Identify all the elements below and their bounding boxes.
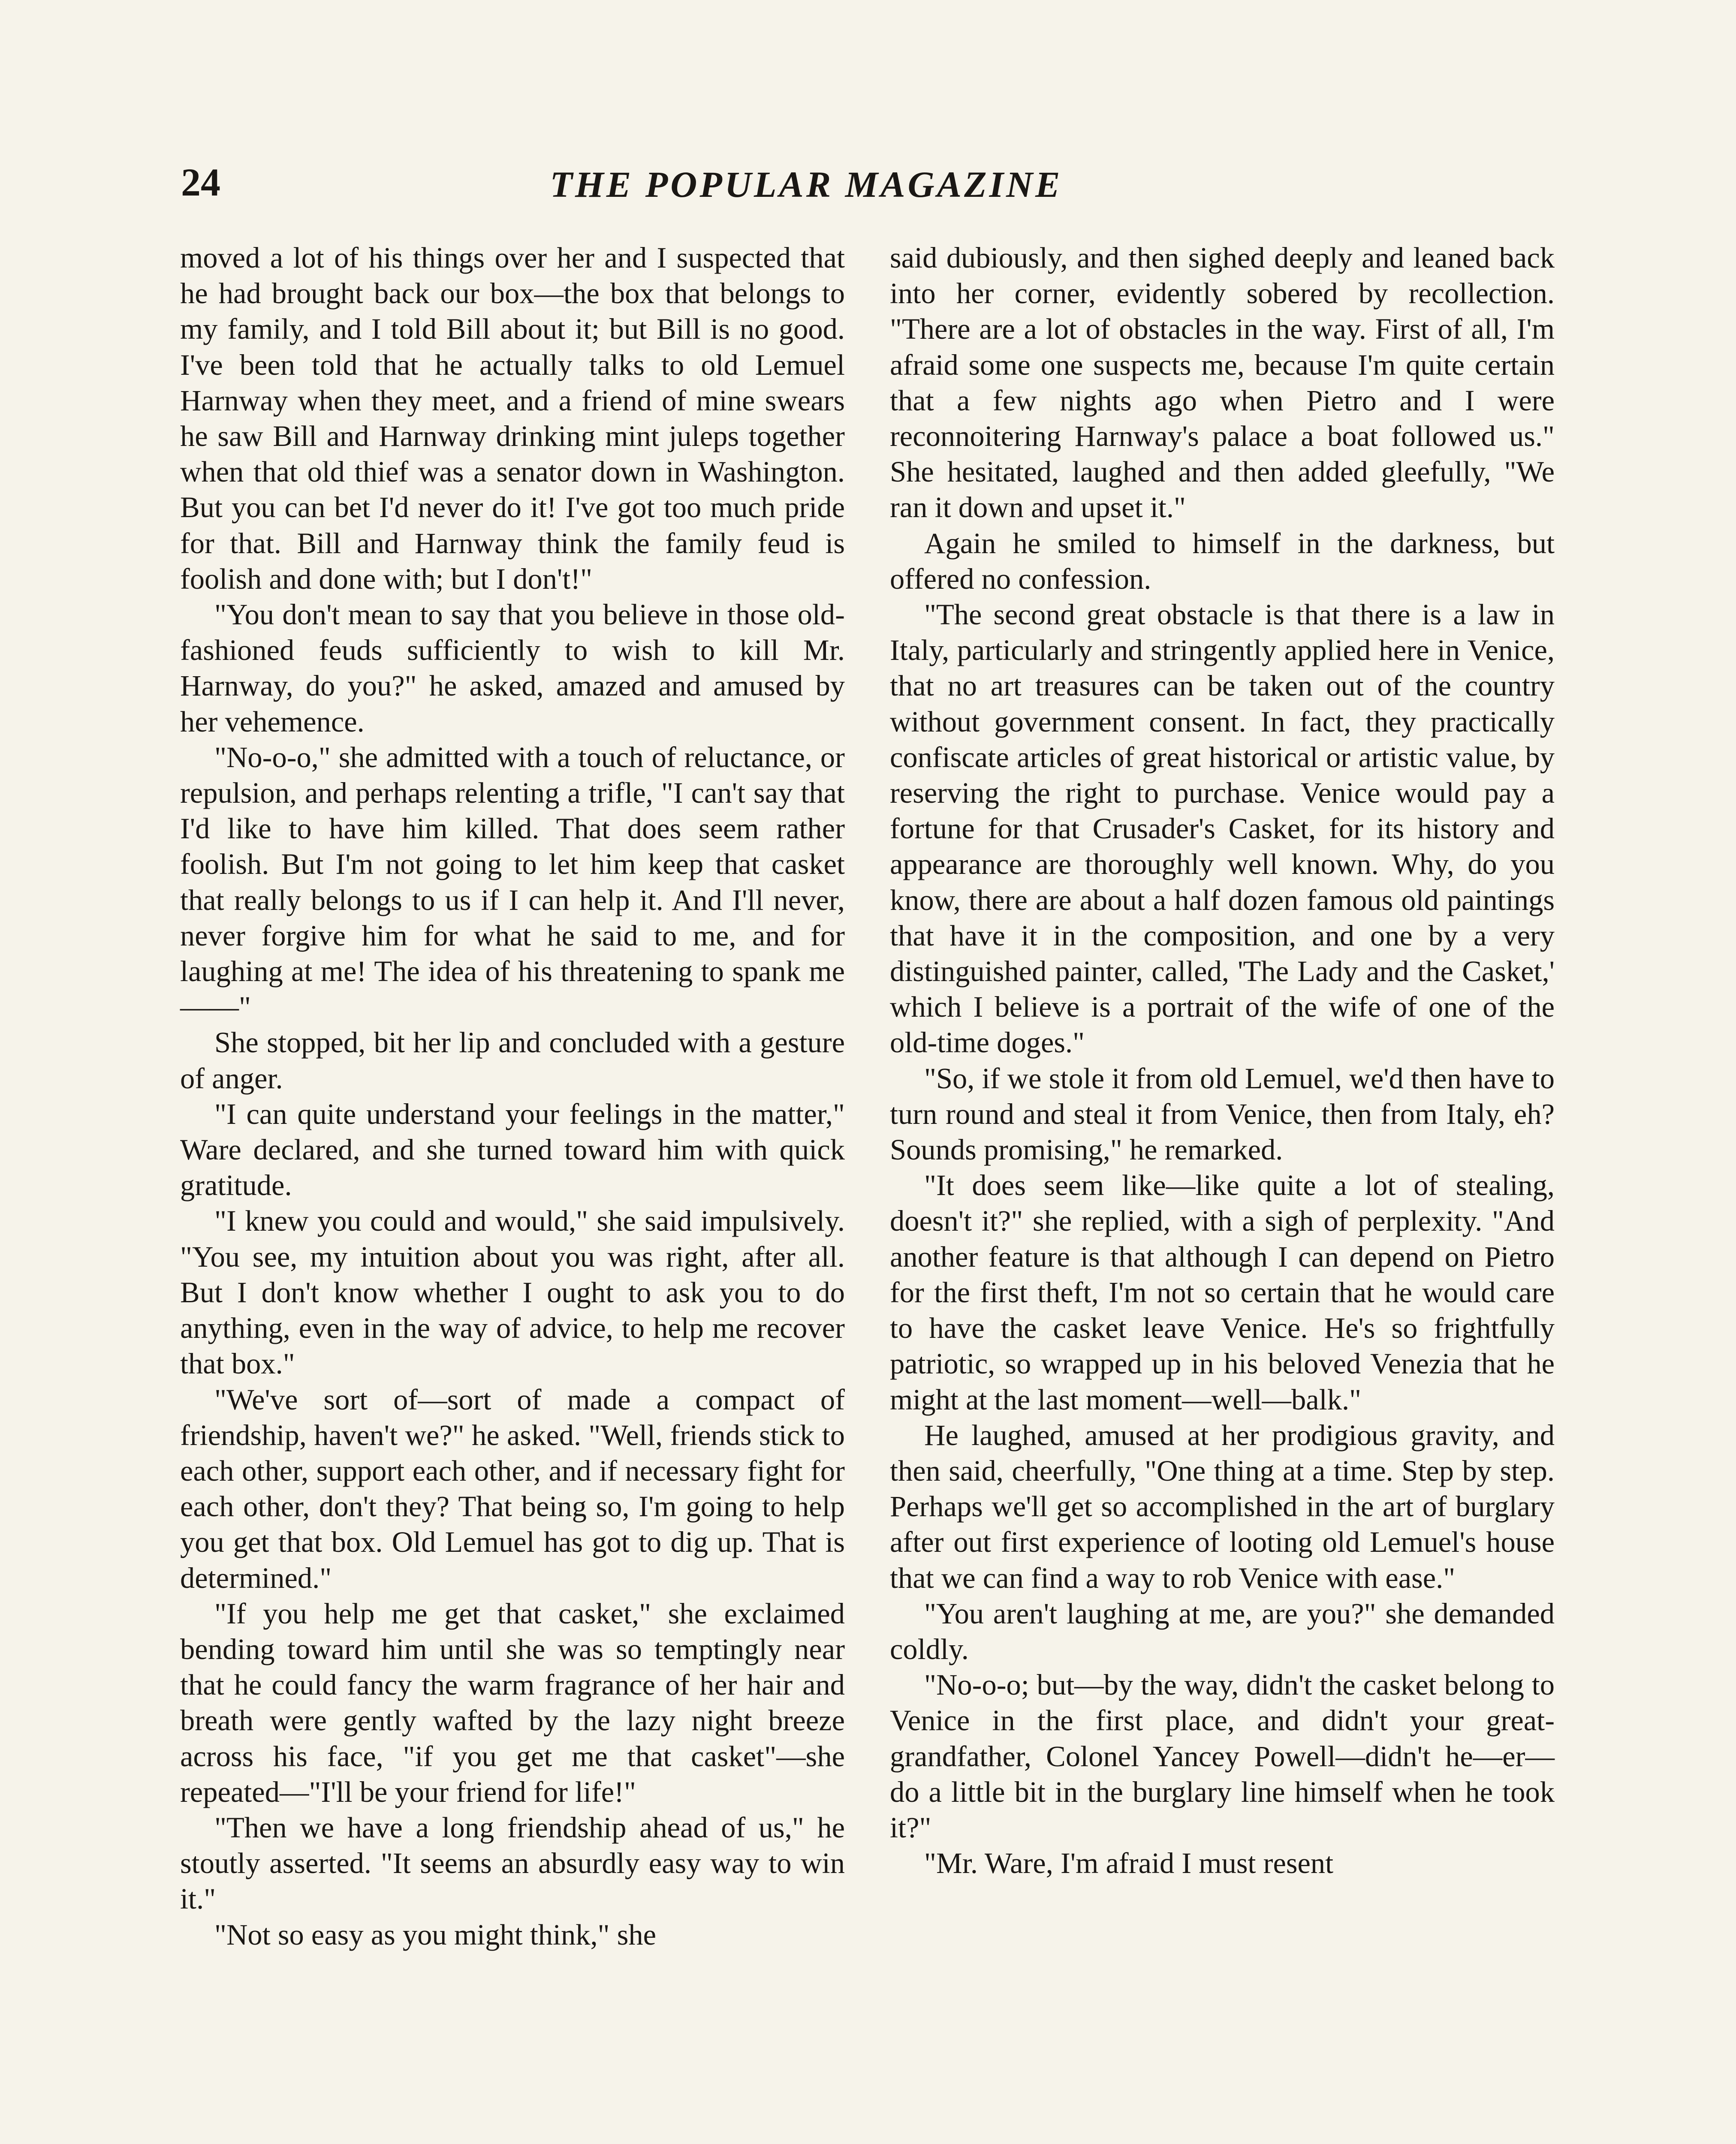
paragraph: "I can quite understand your feelings in the matter," Ware declared, and she turned toward him with quick gratitude. — [180, 1097, 845, 1202]
paragraph: "If you help me get that casket," she exclaimed bending toward him until she was so temptingly near that he could fancy the warm fragrance of her hair and breath were gently wafted by the lazy night breeze across his face, "if you get me that casket"—she repeated—"I'll be your friend for life!" — [180, 1597, 845, 1808]
paragraph: "We've sort of—sort of made a compact of friendship, haven't we?" he asked. "Well, friends stick to each other, support each other, and if necessary fight for each other, don't they? That being so, I'm going to help you get that box. Old Lemuel has got to dig up. That is determined." — [180, 1383, 845, 1594]
right-column — [890, 240, 1555, 1881]
paragraph: Again he smiled to himself in the darkness, but offered no confession. — [890, 527, 1555, 595]
paragraph: "Not so easy as you might think," she — [214, 1918, 657, 1951]
paragraph: moved a lot of his things over her and I suspected that he had brought back our box—the box that belongs to my family, and I told Bill about it; but Bill is no good. I've been told that he actually talks to old Lemuel Harnway when they meet, and a friend of mine swears he saw Bill and Harnway drinking mint juleps together when that old thief was a senator down in Washington. But you can bet I'd never do it! I've got too much pride for that. Bill and Harnway think the family feud is foolish and done with; but I don't!" — [180, 241, 845, 595]
paragraph: "It does seem like—like quite a lot of stealing, doesn't it?" she replied, with a sigh of perplexity. "And another feature is that although I can depend on Pietro for the first theft, I'm not so certain that he would care to have the casket leave Venice. He's so frightfully patriotic, so wrapped up in his beloved Venezia that he might at the last moment—well—balk." — [890, 1169, 1555, 1416]
paragraph: "You aren't laughing at me, are you?" she demanded coldly. — [890, 1597, 1555, 1665]
running-head: THE POPULAR MAGAZINE — [550, 164, 1063, 205]
paragraph: "So, if we stole it from old Lemuel, we'd then have to turn round and steal it from Venice, then from Italy, eh? Sounds promising," he remarked. — [890, 1062, 1555, 1166]
paragraph: "You don't mean to say that you believe in those old-fashioned feuds sufficiently to wish to kill Mr. Harnway, do you?" he asked, amazed and amused by her vehemence. — [180, 598, 845, 738]
paragraph: She stopped, bit her lip and concluded with a gesture of anger. — [180, 1026, 845, 1095]
paragraph: "The second great obstacle is that there is a law in Italy, particularly and stringently applied here in Venice, that no art treasures can be taken out of the country without government consent. In fact, they practically confiscate articles of great historical or artistic value, by reserving the right to purchase. Venice would pay a fortune for that Crusader's Casket, for its history and appearance are thoroughly well known. Why, do you know, there are about a half dozen famous old paintings that have it in the composition, and one by a very distinguished painter, called, 'The Lady and the Casket,' which I believe is a portrait of the wife of one of the old-time doges." — [890, 598, 1555, 1059]
paragraph: "Then we have a long friendship ahead of us," he stoutly asserted. "It seems an absurdly easy way to win it." — [180, 1811, 845, 1915]
page-number: 24 — [181, 160, 220, 204]
paragraph: "No-o-o," she admitted with a touch of reluctance, or repulsion, and perhaps relenting a trifle, "I can't say that I'd like to have him killed. That does seem rather foolish. But I'm not going to let him keep that casket that really belongs to us if I can help it. And I'll never, never forgive him for what he said to me, and for laughing at me! The idea of his threatening to spank me——" — [180, 741, 845, 1024]
paragraph: said dubiously, and then sighed deeply and leaned back into her corner, evidently sobered by recollection. "There are a lot of obstacles in the way. First of all, I'm afraid some one suspects me, because I'm quite certain that a few nights ago when Pietro and I were reconnoitering Harnway's palace a boat followed us." She hesitated, laughed and then added gleefully, "We ran it down and upset it." — [890, 241, 1555, 524]
paragraph: "No-o-o; but—by the way, didn't the casket belong to Venice in the first place, and didn't your great-grandfather, Colonel Yancey Powell—didn't he—er—do a little bit in the burglary line himself when he took it?" — [890, 1668, 1555, 1844]
paragraph: He laughed, amused at her prodigious gravity, and then said, cheerfully, "One thing at a time. Step by step. Perhaps we'll get so accomplished in the art of burglary after out first experience of looting old Lemuel's house that we can find a way to rob Venice with ease." — [890, 1418, 1555, 1594]
left-column — [180, 240, 845, 1953]
paragraph: "I knew you could and would," she said impulsively. "You see, my intuition about you was right, after all. But I don't know whether I ought to ask you to do anything, even in the way of advice, to help me recover that box." — [180, 1204, 845, 1380]
paragraph: "Mr. Ware, I'm afraid I must resent — [924, 1847, 1334, 1880]
